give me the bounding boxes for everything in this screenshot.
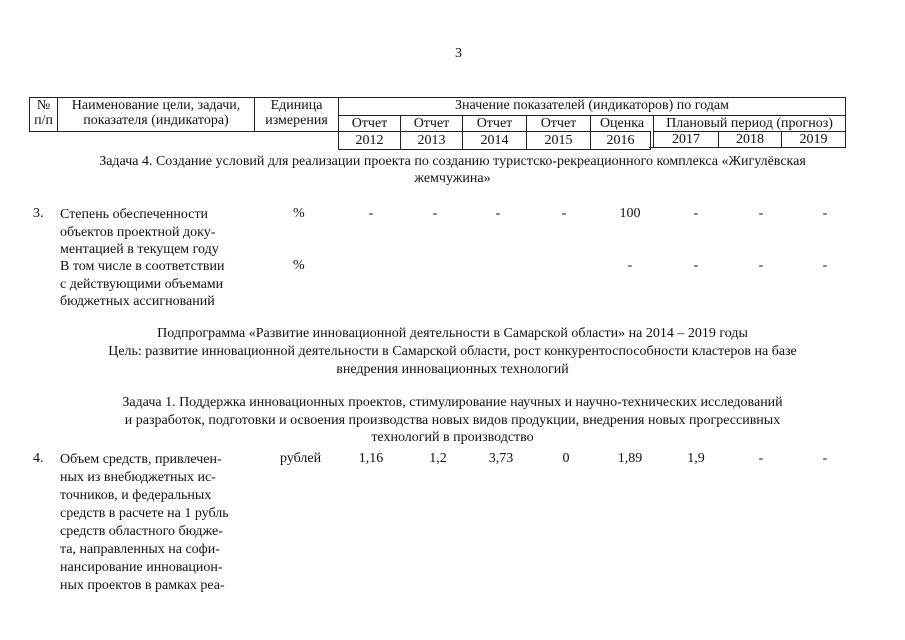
col-name-line2: показателя (индикатора)	[83, 113, 229, 128]
row3-value-2016: 100	[619, 206, 641, 221]
task1-line3: технологий в производство	[371, 430, 534, 445]
row4-number: 4.	[33, 451, 44, 466]
row4-name-line3: точников, и федеральных	[60, 488, 212, 503]
col-2012-kind: Отчет	[351, 116, 388, 131]
row4-name-line2: ных из внебюджетных ис-	[60, 470, 216, 485]
row3b-name-line3: бюджетных ассигнований	[60, 294, 215, 309]
row3b-value-2018: -	[758, 258, 764, 273]
col-name-line1: Наименование цели, задачи,	[71, 98, 241, 113]
row3-value-2014: -	[495, 206, 501, 221]
col-num-line1: №	[36, 98, 51, 113]
col-num-line2: п/п	[34, 113, 53, 128]
subprogram-block	[20, 325, 885, 379]
col-2014-kind: Отчет	[476, 116, 513, 131]
row4-value-2016: 1,89	[617, 451, 643, 466]
subprogram-goal-line2: внедрения инновационных технологий	[336, 362, 569, 377]
task4-line2: жемчужина»	[414, 171, 491, 186]
row4-name-line5: средств областного бюдже-	[60, 524, 223, 539]
row3-value-2018: -	[758, 206, 764, 221]
row3b-name	[60, 258, 250, 311]
task1-line2: и разработок, подготовки и освоения производства новых видов продукции, внедрения новых прогрессивных	[124, 412, 781, 428]
row4-value-2012: 1,16	[358, 451, 384, 466]
row3-value-2019: -	[822, 206, 828, 221]
subprogram-title: Подпрограмма «Развитие инновационной деятельности в Самарской области» на 2014 – 2019 годы	[157, 326, 748, 341]
row4-name-line7: нансирование инновацион-	[60, 560, 223, 575]
row3-value-2013: -	[432, 206, 438, 221]
row3b-unit: %	[293, 258, 305, 273]
row3-name-line2: объектов проектной доку-	[60, 224, 216, 240]
row4-value-2019: -	[822, 451, 828, 466]
year-2016: 2016	[590, 131, 651, 150]
col-2016-kind: Оценка	[599, 116, 645, 131]
col-num-header	[30, 98, 58, 132]
year-2015: 2015	[526, 131, 590, 150]
values-title: Значение показателей (индикаторов) по годам	[339, 98, 846, 116]
row3b-value-2017: -	[693, 258, 699, 273]
row3b-value-2019: -	[822, 258, 828, 273]
plan-title: Плановый период (прогноз)	[654, 116, 846, 132]
row3b-value-2016: -	[627, 258, 633, 273]
page-number: 3	[455, 46, 462, 61]
row4-name-line8: ных проектов в рамках реа-	[60, 578, 225, 593]
year-2013: 2013	[400, 131, 462, 150]
col-2013-kind: Отчет	[413, 116, 450, 131]
row3b-name-line2: с действующими объемами	[60, 276, 224, 292]
subprogram-goal-line1: Цель: развитие инновационной деятельности в Самарской области, рост конкурентоспособности кластеров на базе	[108, 344, 797, 359]
row4-name-line1: Объем средств, привлечен-	[60, 452, 222, 467]
row3-name-line1: Степень обеспеченности	[60, 207, 209, 222]
task1-line1: Задача 1. Поддержка инновационных проектов, стимулирование научных и научно-технических исследований	[122, 395, 783, 410]
row3b-name-line1: В том числе в соответствии	[60, 259, 225, 274]
row3-value-2012: -	[368, 206, 374, 221]
row3-number: 3.	[33, 206, 44, 221]
plan-year-2018: 2018	[719, 132, 782, 148]
col-unit-header	[255, 98, 339, 132]
col-unit-line2: измерения	[265, 113, 328, 128]
col-unit-line1: Единица	[270, 98, 323, 113]
row3-name-line3: ментацией в текущем году	[60, 242, 219, 257]
row4-unit: рублей	[280, 451, 322, 466]
task1-heading	[20, 394, 885, 447]
plan-year-2019: 2019	[782, 132, 846, 148]
years-row	[338, 131, 649, 148]
row3-value-2017: -	[693, 206, 699, 221]
col-name-header	[58, 98, 255, 132]
row3-value-2015: -	[561, 206, 567, 221]
task4-line1: Задача 4. Создание условий для реализации проекта по созданию туристско-рекреационного комплекса «Жигулёвская	[99, 154, 806, 169]
year-2012: 2012	[338, 131, 400, 150]
row4-name-line6: та, направленных на софи-	[60, 542, 220, 557]
row3-name	[60, 206, 250, 259]
row4-value-2017: 1,9	[687, 451, 705, 466]
row4-value-2013: 1,2	[429, 451, 447, 466]
task4-heading	[20, 153, 885, 187]
year-2014: 2014	[462, 131, 526, 150]
plan-year-2017: 2017	[654, 132, 719, 148]
row3-unit: %	[293, 206, 305, 221]
col-2015-kind: Отчет	[540, 116, 577, 131]
row4-name	[60, 451, 245, 595]
row4-name-line4: средств в расчете на 1 рубль	[60, 506, 229, 521]
row4-value-2015: 0	[562, 451, 570, 466]
row4-value-2014: 3,73	[488, 451, 514, 466]
row4-value-2018: -	[758, 451, 764, 466]
